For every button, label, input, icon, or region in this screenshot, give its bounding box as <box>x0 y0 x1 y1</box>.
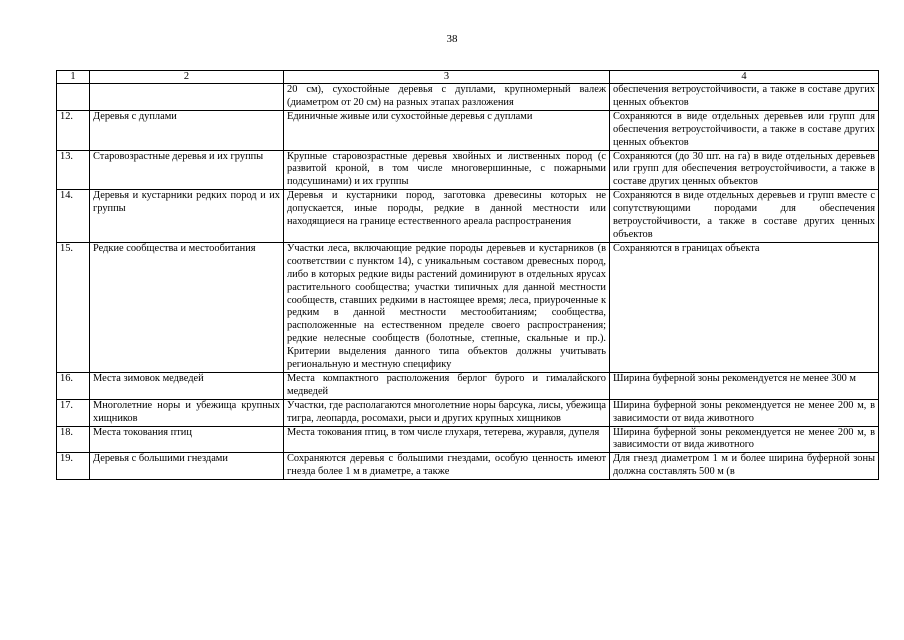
object-description: Места токования птиц, в том числе глухаря, тетерева, журавля, дупеля <box>284 426 610 453</box>
object-name: Деревья с большими гнездами <box>90 453 284 480</box>
column-header: 3 <box>284 71 610 84</box>
column-header: 1 <box>57 71 90 84</box>
object-name: Деревья и кустарники редких пород и их группы <box>90 190 284 243</box>
object-name: Деревья с дуплами <box>90 110 284 150</box>
table-row <box>57 372 879 399</box>
object-description: Крупные старовозрастные деревья хвойных и лиственных пород (с развитой кроной, в том числе многовершинные, с пожарными подсушинами) и их группы <box>284 150 610 190</box>
row-number: 12. <box>57 110 90 150</box>
column-header: 4 <box>610 71 879 84</box>
table-row <box>57 110 879 150</box>
page-number: 38 <box>446 33 458 45</box>
table-row <box>57 84 879 111</box>
table-row <box>57 242 879 372</box>
recommendation: Ширина буферной зоны рекомендуется не менее 300 м <box>610 372 879 399</box>
object-description: Места компактного расположения берлог бурого и гималайского медведей <box>284 372 610 399</box>
object-description: Участки, где располагаются многолетние норы барсука, лисы, убежища тигра, леопарда, росомахи, рыси и других крупных хищников <box>284 399 610 426</box>
row-number: 19. <box>57 453 90 480</box>
row-number: 14. <box>57 190 90 243</box>
recommendation: Сохраняются в виде отдельных деревьев или групп для обеспечения ветроустойчивости, а также в составе других ценных объектов <box>610 110 879 150</box>
object-name: Места токования птиц <box>90 426 284 453</box>
row-number: 16. <box>57 372 90 399</box>
object-name: Места зимовок медведей <box>90 372 284 399</box>
recommendation: Ширина буферной зоны рекомендуется не менее 200 м, в зависимости от вида животного <box>610 426 879 453</box>
object-description: Единичные живые или сухостойные деревья с дуплами <box>284 110 610 150</box>
recommendation: Ширина буферной зоны рекомендуется не менее 200 м, в зависимости от вида животного <box>610 399 879 426</box>
table-header-row <box>57 71 879 84</box>
object-name: Старовозрастные деревья и их группы <box>90 150 284 190</box>
column-header: 2 <box>90 71 284 84</box>
row-number: 17. <box>57 399 90 426</box>
table-row <box>57 190 879 243</box>
row-number: 13. <box>57 150 90 190</box>
object-name <box>90 84 284 111</box>
data-table <box>56 70 879 480</box>
recommendation: Сохраняются (до 30 шт. на га) в виде отдельных деревьев или групп для обеспечения ветроустойчивости, а также в составе других ценных объектов <box>610 150 879 190</box>
object-description: Деревья и кустарники пород, заготовка древесины которых не допускается, иные породы, редкие в данной местности или находящиеся на границе естественного ареала распространения <box>284 190 610 243</box>
object-description: Сохраняются деревья с большими гнездами, особую ценность имеют гнезда более 1 м в диаметре, а также <box>284 453 610 480</box>
recommendation: Сохраняются в границах объекта <box>610 242 879 372</box>
row-number: 15. <box>57 242 90 372</box>
object-description: 20 см), сухостойные деревья с дуплами, крупномерный валеж (диаметром от 20 см) на разных этапах разложения <box>284 84 610 111</box>
table-row <box>57 426 879 453</box>
recommendation: Для гнезд диаметром 1 м и более ширина буферной зоны должна составлять 500 м (в <box>610 453 879 480</box>
object-name: Многолетние норы и убежища крупных хищников <box>90 399 284 426</box>
object-name: Редкие сообщества и местообитания <box>90 242 284 372</box>
recommendation: обеспечения ветроустойчивости, а также в составе других ценных объектов <box>610 84 879 111</box>
object-description: Участки леса, включающие редкие породы деревьев и кустарников (в соответствии с пунктом 14), с уникальным составом древесных пород, либо в которых редкие виды растений доминируют в отдельных ярусах растительного сообщества; участки типичных для данной местности сообществ, ставших редкими в настоящее время; леса, приуроченные к редким в данной местности местообитаниям; сообщества, расположенные на естественном пределе своего распространения; редкие нелесные сообществ (болотные, степные, скальные и пр.). Критерии выделения данного типа объектов должны учитывать региональную и местную специфику <box>284 242 610 372</box>
table-row <box>57 150 879 190</box>
table-row <box>57 453 879 480</box>
row-number: 18. <box>57 426 90 453</box>
table-row <box>57 399 879 426</box>
recommendation: Сохраняются в виде отдельных деревьев и групп вместе с сопутствующими породами для обеспечения ветроустойчивости, а также в составе других ценных объектов <box>610 190 879 243</box>
row-number <box>57 84 90 111</box>
